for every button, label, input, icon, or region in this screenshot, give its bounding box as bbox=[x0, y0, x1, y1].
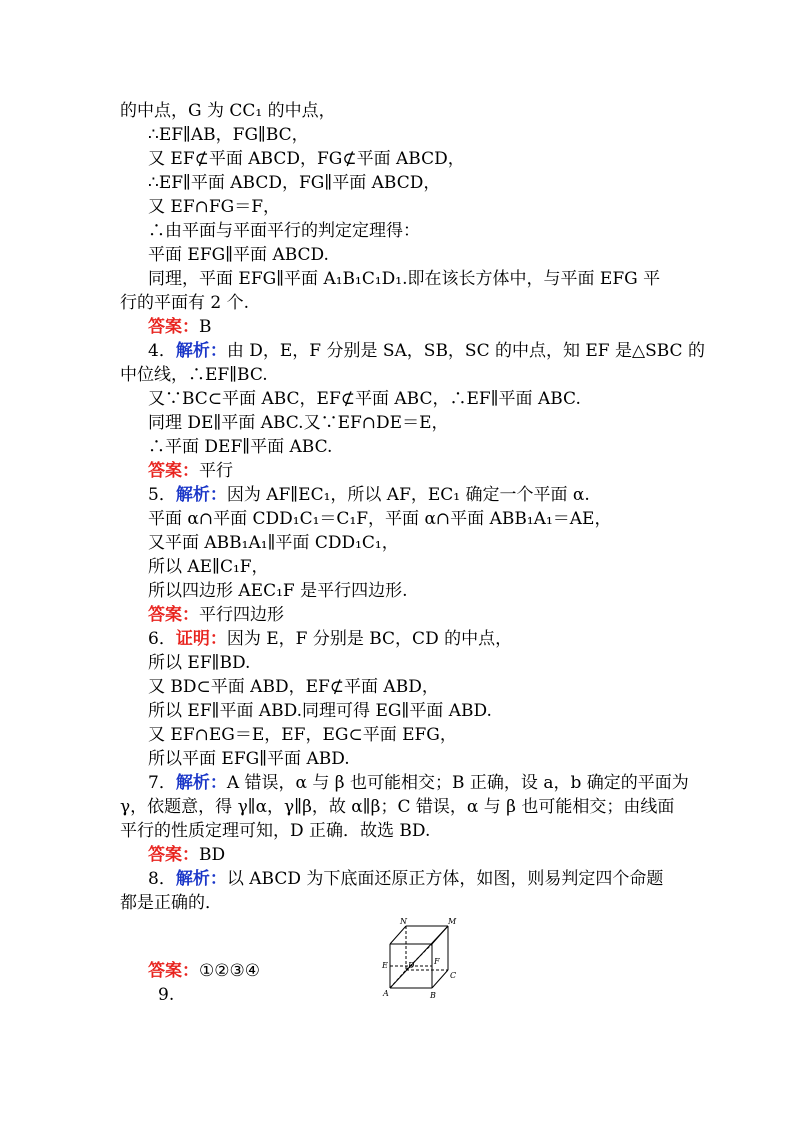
text-line: 所以 EF∥平面 ABD.同理可得 EG∥平面 ABD. bbox=[148, 701, 492, 721]
text-line: ∴平面 DEF∥平面 ABC. bbox=[148, 437, 333, 457]
text-line: 又 BD⊂平面 ABD，EF⊄平面 ABD， bbox=[148, 677, 439, 697]
label-n: N bbox=[400, 918, 407, 926]
analysis-tag: 解析： bbox=[175, 485, 227, 505]
text-line: 同理，平面 EFG∥平面 A₁B₁C₁D₁.即在该长方体中，与平面 EFG 平 bbox=[148, 269, 661, 289]
answer-line bbox=[148, 960, 260, 982]
cube-edge bbox=[432, 970, 448, 988]
question-number: 5． bbox=[148, 485, 176, 505]
label-b: B bbox=[430, 991, 436, 1000]
text-line: 平面 EFG∥平面 ABCD. bbox=[148, 245, 329, 265]
answer-value: B bbox=[199, 317, 212, 337]
text-line: 所以平面 EFG∥平面 ABD. bbox=[148, 749, 350, 769]
label-e: E bbox=[382, 961, 388, 970]
answer-value: 平行 bbox=[199, 461, 233, 481]
text-line: 行的平面有 2 个. bbox=[120, 293, 250, 313]
text-line: ∴EF∥平面 ABCD，FG∥平面 ABCD， bbox=[148, 173, 441, 193]
text-line: 平行的性质定理可知，D 正确．故选 BD. bbox=[120, 821, 431, 841]
text-span: 以 ABCD 为下底面还原正方体，如图，则易判定四个命题 bbox=[226, 869, 664, 889]
label-m: M bbox=[448, 918, 457, 926]
question-8-first-line bbox=[148, 868, 663, 890]
text-line: ∴由平面与平面平行的判定定理得： bbox=[148, 221, 420, 241]
answer-value: 平行四边形 bbox=[199, 605, 284, 625]
text-line: 又∵BC⊂平面 ABC，EF⊄平面 ABC，∴EF∥平面 ABC. bbox=[148, 389, 581, 409]
text-line: 又 EF∩EG＝E，EF，EG⊂平面 EFG， bbox=[148, 725, 457, 745]
answer-line bbox=[148, 604, 284, 626]
answer-label: 答案： bbox=[148, 845, 199, 865]
label-a: A bbox=[383, 989, 389, 998]
question-number: 4． bbox=[148, 341, 176, 361]
text-line: 又 EF∩FG＝F， bbox=[148, 197, 281, 217]
question-number: 7． bbox=[148, 773, 176, 793]
answer-line bbox=[148, 844, 225, 866]
answer-value: ①②③④ bbox=[199, 961, 260, 981]
question-7-first-line bbox=[148, 772, 689, 794]
label-d: D bbox=[408, 961, 415, 970]
answer-label: 答案： bbox=[148, 961, 199, 981]
question-4-first-line bbox=[148, 340, 705, 362]
text-line: 中位线，∴EF∥BC. bbox=[120, 365, 268, 385]
text-line: 所以 AE∥C₁F， bbox=[148, 557, 269, 577]
text-line: γ，依题意，得 γ∥α，γ∥β，故 α∥β；C 错误，α 与 β 也可能相交；由线面 bbox=[120, 797, 675, 817]
answer-label: 答案： bbox=[148, 605, 199, 625]
analysis-tag: 解析： bbox=[175, 341, 227, 361]
answer-label: 答案： bbox=[148, 461, 199, 481]
text-span: 因为 AF∥EC₁，所以 AF，EC₁ 确定一个平面 α. bbox=[226, 485, 590, 505]
text-line: ∴EF∥AB，FG∥BC， bbox=[148, 125, 309, 145]
label-f: F bbox=[434, 957, 440, 966]
text-line: 平面 α∩平面 CDD₁C₁＝C₁F，平面 α∩平面 ABB₁A₁＝AE， bbox=[148, 509, 612, 529]
text-line: 又 EF⊄平面 ABCD，FG⊄平面 ABCD， bbox=[148, 149, 465, 169]
answer-value: BD bbox=[199, 845, 226, 865]
cube-figure bbox=[370, 918, 470, 1013]
text-line: 所以四边形 AEC₁F 是平行四边形. bbox=[148, 581, 408, 601]
answer-line bbox=[148, 316, 212, 338]
label-c: C bbox=[450, 971, 457, 980]
text-line: 同理 DE∥平面 ABC.又∵EF∩DE＝E， bbox=[148, 413, 449, 433]
text-line: 的中点，G 为 CC₁ 的中点， bbox=[120, 101, 336, 121]
text-line: 又平面 ABB₁A₁∥平面 CDD₁C₁， bbox=[148, 533, 399, 553]
analysis-tag: 解析： bbox=[175, 773, 227, 793]
text-line: 所以 EF∥BD. bbox=[148, 653, 251, 673]
answer-line bbox=[148, 460, 233, 482]
answer-label: 答案： bbox=[148, 317, 199, 337]
question-number: 8． bbox=[148, 869, 176, 889]
proof-tag: 证明： bbox=[175, 629, 227, 649]
text-span: 由 D，E，F 分别是 SA，SB，SC 的中点，知 EF 是△SBC 的 bbox=[226, 341, 705, 361]
text-line: 都是正确的． bbox=[120, 893, 222, 913]
text-span: 因为 E，F 分别是 BC，CD 的中点， bbox=[226, 629, 513, 649]
cube-edge bbox=[390, 926, 406, 944]
question-5-first-line bbox=[148, 484, 590, 506]
text-span: A 错误，α 与 β 也可能相交；B 正确，设 a，b 确定的平面为 bbox=[226, 773, 689, 793]
question-6-first-line bbox=[148, 628, 512, 650]
question-9-number: 9. bbox=[158, 985, 175, 1005]
question-number: 6． bbox=[148, 629, 176, 649]
analysis-tag: 解析： bbox=[175, 869, 227, 889]
